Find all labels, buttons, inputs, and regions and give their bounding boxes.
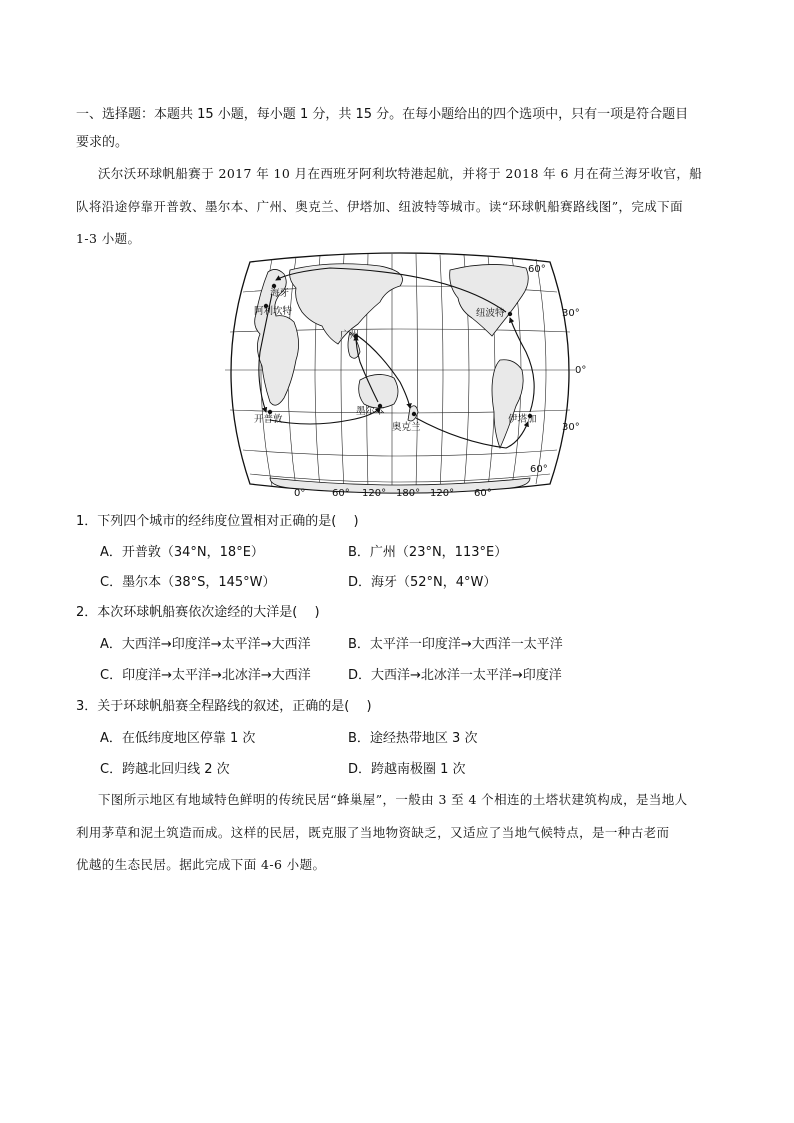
city-dot-aokelan xyxy=(412,412,416,416)
lon-label-180: 180° xyxy=(396,488,421,499)
city-label-haiya: 海牙 xyxy=(270,288,290,299)
lon-label-60e: 60° xyxy=(332,488,350,499)
city-label-kaipudun: 开普敦 xyxy=(254,414,283,425)
section-heading: 一、选择题：本题共 15 小题，每小题 1 分，共 15 分。在每小题给出的四个选项中，只有一项是符合题目 xyxy=(76,107,689,122)
lat-label-equator: 0° xyxy=(575,365,587,376)
intro2-line2: 利用茅草和泥土筑造而成。这样的民居，既克服了当地物资缺乏，又适应了当地气候特点，是一种古老而 xyxy=(76,825,670,840)
lon-label-120w: 120° xyxy=(430,488,455,499)
lat-label-60s: 60° xyxy=(530,464,548,475)
city-label-moerben: 墨尔本 xyxy=(356,406,385,417)
lat-label-60n: 60° xyxy=(528,264,546,275)
question-1-option-c[interactable]: C．墨尔本（38°S，145°W） xyxy=(100,575,276,590)
question-1-option-d[interactable]: D．海牙（52°N，4°W） xyxy=(348,575,497,590)
section-heading-continued: 要求的。 xyxy=(76,135,129,150)
question-2-option-c[interactable]: C．印度洋→太平洋→北冰洋→大西洋 xyxy=(100,668,311,683)
question-2-option-a[interactable]: A．大西洋→印度洋→太平洋→大西洋 xyxy=(100,637,311,652)
question-1-option-a[interactable]: A．开普敦（34°N，18°E） xyxy=(100,545,264,560)
city-label-niubote: 纽波特 xyxy=(476,308,505,319)
sailing-route-map xyxy=(210,252,590,502)
question-3-option-c[interactable]: C．跨越北回归线 2 次 xyxy=(100,762,230,777)
city-dot-niubote xyxy=(508,312,512,316)
question-2-option-d[interactable]: D．大西洋→北冰洋一太平洋→印度洋 xyxy=(348,668,562,683)
intro2-line3: 优越的生态民居。据此完成下面 4-6 小题。 xyxy=(76,857,326,872)
city-label-alikante: 阿利坎特 xyxy=(254,306,293,317)
intro1-line1: 沃尔沃环球帆船赛于 2017 年 10 月在西班牙阿利坎特港起航，并将于 2018 年 6 月在荷兰海牙收官，船 xyxy=(98,166,703,181)
city-label-yitajia: 伊塔加 xyxy=(508,414,537,425)
intro1-line3: 1-3 小题。 xyxy=(76,231,141,246)
question-2-stem: 2．本次环球帆船赛依次途经的大洋是( ) xyxy=(76,605,320,620)
intro1-line2: 队将沿途停靠开普敦、墨尔本、广州、奥克兰、伊塔加、纽波特等城市。读“环球帆船赛路线图”，完成下面 xyxy=(76,199,683,214)
intro2-line1: 下图所示地区有地域特色鲜明的传统民居“蜂巢屋”，一般由 3 至 4 个相连的土塔状建筑构成，是当地人 xyxy=(98,792,688,807)
lat-label-30n: 30° xyxy=(562,308,580,319)
lon-label-60w: 60° xyxy=(474,488,492,499)
question-3-option-b[interactable]: B．途经热带地区 3 次 xyxy=(348,731,478,746)
question-3-option-d[interactable]: D．跨越南极圈 1 次 xyxy=(348,762,466,777)
lon-label-0: 0° xyxy=(294,488,306,499)
city-label-aokelan: 奥克兰 xyxy=(392,422,421,433)
question-2-option-b[interactable]: B．太平洋一印度洋→大西洋一太平洋 xyxy=(348,637,563,652)
question-1-option-b[interactable]: B．广州（23°N，113°E） xyxy=(348,545,508,560)
question-3-stem: 3．关于环球帆船赛全程路线的叙述，正确的是( ) xyxy=(76,699,372,714)
lat-label-30s: 30° xyxy=(562,422,580,433)
question-1-stem: 1．下列四个城市的经纬度位置相对正确的是( ) xyxy=(76,514,359,529)
question-3-option-a[interactable]: A．在低纬度地区停靠 1 次 xyxy=(100,731,256,746)
city-label-guangzhou: 广州 xyxy=(340,330,360,341)
lon-label-120e: 120° xyxy=(362,488,387,499)
